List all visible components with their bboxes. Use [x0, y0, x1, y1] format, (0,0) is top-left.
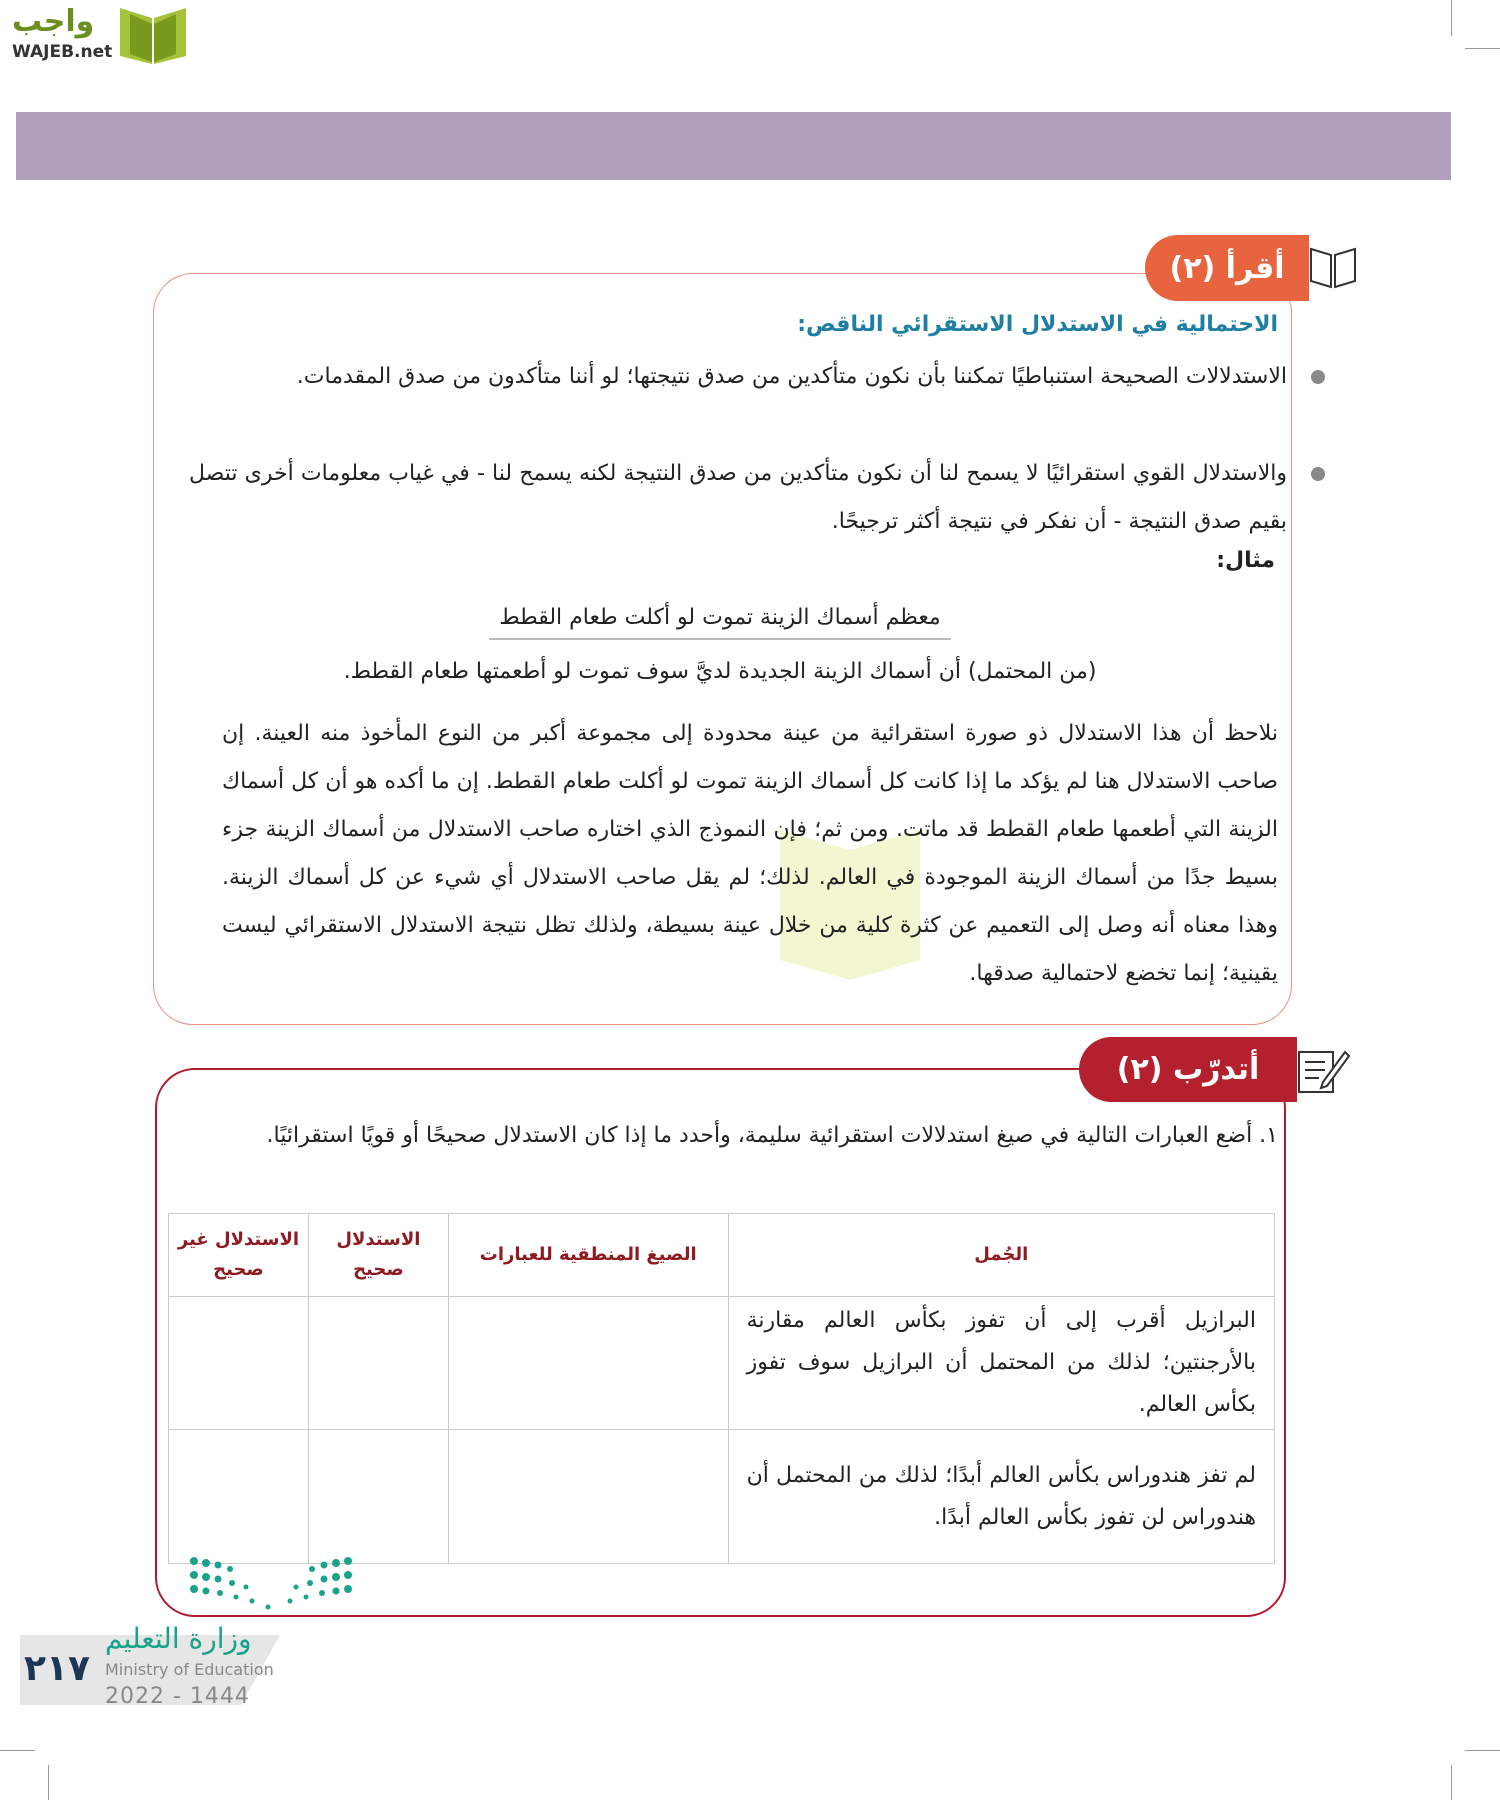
logo-arabic: واجب: [12, 4, 95, 39]
practice-section-tab: [1079, 1037, 1297, 1102]
ministry-dots-logo: [188, 1555, 358, 1613]
header-logical-form: الصيغ المنطقية للعبارات: [448, 1214, 728, 1297]
crop-mark: [1465, 48, 1500, 49]
header-sentences: الجُمل: [728, 1214, 1274, 1297]
sentence-cell: لم تفز هندوراس بكأس العالم أبدًا؛ لذلك من المحتمل أن هندوراس لن تفوز بكأس العالم أبدًا.: [728, 1430, 1274, 1564]
bullet-item: [189, 450, 1287, 546]
explanation-paragraph: [222, 710, 1278, 998]
crop-mark: [48, 1765, 49, 1800]
logo-latin: WAJEB.net: [12, 42, 113, 62]
book-logo-icon: [112, 4, 194, 66]
question-1: ١. أضع العبارات التالية في صيغ استدلالات استقرائية سليمة، وأحدد ما إذا كان الاستدلال صحيحًا أو قويًا استقرائيًا.: [266, 1123, 1278, 1148]
header-valid: الاستدلال صحيح: [308, 1214, 448, 1297]
bullet-item: [189, 353, 1287, 401]
logical-form-input[interactable]: [448, 1430, 728, 1564]
header-bar: [16, 112, 1451, 180]
example-label: مثال:: [1216, 548, 1275, 573]
table-row: [169, 1297, 1275, 1430]
crop-mark: [1465, 1750, 1500, 1751]
edition-year: 2022 - 1444: [105, 1684, 250, 1709]
logical-form-input[interactable]: [448, 1297, 728, 1430]
valid-input[interactable]: [308, 1430, 448, 1564]
pencil-note-icon: [1295, 1044, 1351, 1096]
premise-text: معظم أسماك الزينة تموت لو أكلت طعام القطط: [489, 598, 950, 640]
table-row: [169, 1430, 1275, 1564]
sentence-cell: البرازيل أقرب إلى أن تفوز بكأس العالم مقارنة بالأرجنتين؛ لذلك من المحتمل أن البرازيل سوف تفوز بكأس العالم.: [728, 1297, 1274, 1430]
valid-input[interactable]: [308, 1297, 448, 1430]
practice-table: [168, 1213, 1275, 1564]
ministry-name-arabic: وزارة التعليم: [105, 1622, 252, 1655]
paragraph-text: نلاحظ أن هذا الاستدلال ذو صورة استقرائية من عينة محدودة إلى مجموعة أكبر من النوع المأخوذ منه العينة. إن صاحب الاستدلال هنا لم يؤكد ما إذا كانت كل أسماك الزينة تموت لو أكلت طعام القطط. إن ما أكده هو أن كل أسماك الزينة التي أطعمها طعام القطط قد ماتت. ومن ثم؛ فإن النموذج الذي اختاره صاحب الاستدلال من أسماك الزينة جزء بسيط جدًا من أسماك الزينة الموجودة في العالم. لذلك؛ لم يقل صاحب الاستدلال أي شيء عن كل أسماك الزينة. وهذا معناه أنه وصل إلى التعميم عن كثرة كلية من خلال عينة بسيطة، ولذلك تظل نتيجة الاستدلال الاستقرائي ليست يقينية؛ إنما تخضع لاحتمالية صدقها.: [222, 721, 1278, 986]
ministry-name-english: Ministry of Education: [105, 1660, 274, 1679]
table-header-row: [169, 1214, 1275, 1297]
invalid-input[interactable]: [169, 1297, 309, 1430]
crop-mark: [1451, 1765, 1452, 1800]
crop-mark: [1451, 0, 1452, 36]
read-section-tab: [1145, 235, 1309, 301]
crop-mark: [0, 1750, 35, 1751]
bullet-dot: [1311, 370, 1325, 384]
invalid-input[interactable]: [169, 1430, 309, 1564]
example-premise: [0, 596, 1440, 640]
practice-tab-label: أتدرّب (٢): [1116, 1052, 1260, 1087]
example-conclusion: (من المحتمل) أن أسماك الزينة الجديدة لديَّ سوف تموت لو أطعمتها طعام القطط.: [343, 659, 1097, 684]
read-tab-label: أقرأ (٢): [1169, 250, 1285, 286]
read-heading: الاحتمالية في الاستدلال الاستقرائي الناقص:: [797, 312, 1278, 337]
bullet-dot: [1311, 467, 1325, 481]
page-number: ٢١٧: [24, 1648, 90, 1689]
header-invalid: الاستدلال غير صحيح: [169, 1214, 309, 1297]
bullet-text: والاستدلال القوي استقرائيًا لا يسمح لنا أن نكون متأكدين من صدق النتيجة لكنه يسمح لنا - في غياب معلومات أخرى تتصل بقيم صدق النتيجة - أن نفكر في نتيجة أكثر ترجيحًا.: [189, 461, 1287, 534]
bullet-text: الاستدلالات الصحيحة استنباطيًا تمكننا بأن نكون متأكدين من صدق نتيجتها؛ لو أننا متأكدون من صدق المقدمات.: [296, 364, 1287, 389]
open-book-icon: [1307, 243, 1359, 293]
